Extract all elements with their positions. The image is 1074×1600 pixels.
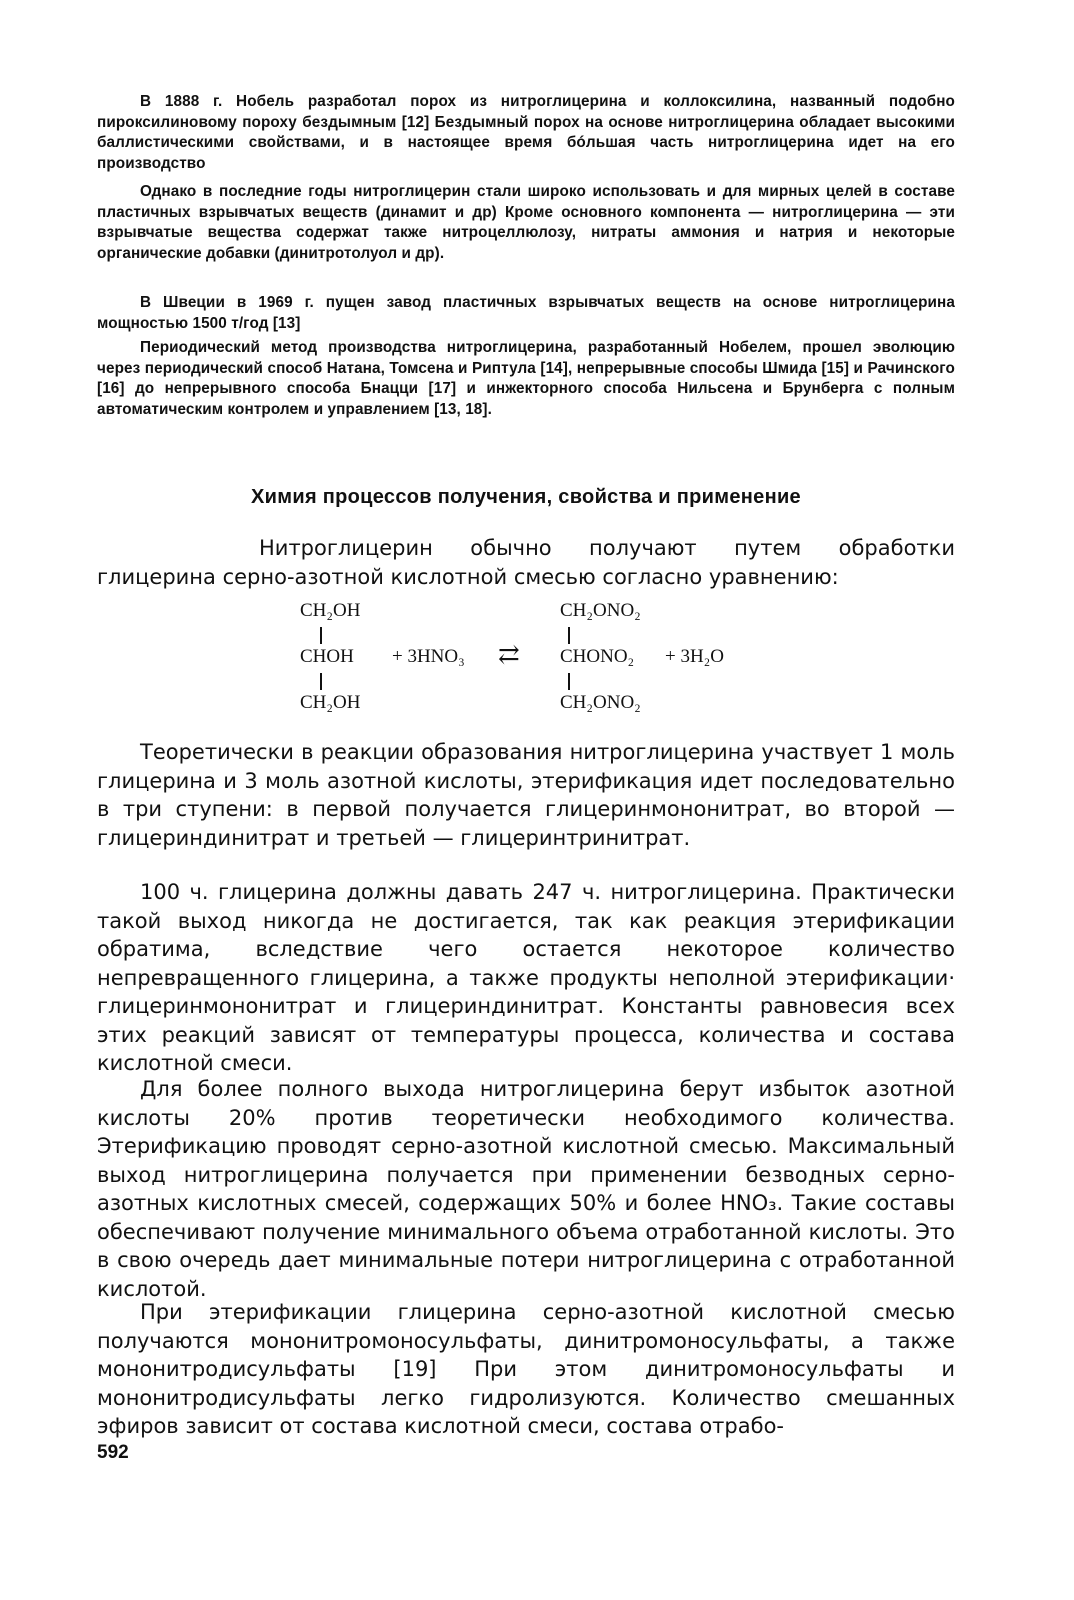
equilibrium-arrow-icon: ⇄ [498,640,520,669]
paragraph-excess-acid: Для более полного выхода нитроглицерина берут избыток азотной кислоты 20% против теоретически необходимого количества. Этерификацию проводят серно-азотной кислотной смесью. Максимальный выход нитроглицерина получается при применении безводных серно-азотных кислотных смесей, содержащих 50% и более HNO₃. Такие составы обеспечивают получение минимального объема отработанной кислоты. Это в свою очередь дает минимальные потери нитроглицерина с отработанной кислотой. [97,1077,955,1301]
paragraph-mixed-esters: При этерификации глицерина серно-азотной кислотной смесью получаются мононитромоносульфаты, динитромоносульфаты, а также мононитродисульфаты [19] При этом динитромоносульфаты и мононитродисульфаты легко гидролизуются. Количество смешанных эфиров зависит от состава кислотной смеси, состава отрабо- [97,1300,955,1438]
section-heading: Химия процессов получения, свойства и применение [251,486,801,508]
formula-left-bot: CH₂OH [300,692,361,713]
paragraph-theory: Теоретически в реакции образования нитроглицерина участвует 1 моль глицерина и 3 моль азотной кислоты, этерификация идет последовательно в три ступени: в первой получается глицеринмононитрат, во второй — глицериндинитрат и третьей — глицеринтринитрат. [97,740,955,850]
formula-right-mid: CHONO₂ [560,646,635,667]
bond-right-lower [568,673,570,690]
paragraph-sweden-plant: В Швеции в 1969 г. пущен завод пластичных взрывчатых веществ на основе нитроглицерина мощностью 1500 т/год [13] [97,294,955,332]
paragraph-intro: Нитроглицерин обычно получают путем обработки глицерина серно-азотной кислотной смесью согласно уравнению: [97,536,955,589]
reaction-equation [300,600,780,728]
formula-reagent: + 3HNO₃ [392,646,465,667]
paragraph-yield: 100 ч. глицерина должны давать 247 ч. нитроглицерина. Практически такой выход никогда не достигается, так как реакция этерификации обратима, вследствие чего остается некоторое количество непревращенного глицерина, а также продукты неполной этерификации· глицеринмононитрат и глицериндинитрат. Константы равновесия всех этих реакций зависят от температуры процесса, количества и состава кислотной смеси. [97,880,955,1075]
formula-right-top: CH₂ONO₂ [560,600,641,621]
formula-right-bot: CH₂ONO₂ [560,692,641,713]
page-number: 592 [97,1442,129,1463]
paragraph-nobel-1888: В 1888 г. Нобель разработал порох из нитроглицерина и коллоксилина, названный подобно пироксилиновому пороху бездымным [12] Бездымный порох на основе нитроглицерина обладает высокими баллистическими свойствами, и в настоящее время бóльшая часть нитроглицерина идет на его производство [97,93,955,172]
bond-right-upper [568,627,570,644]
formula-product: + 3H₂O [665,646,725,667]
formula-left-top: CH₂OH [300,600,361,621]
bond-left-lower [320,673,322,690]
bond-left-upper [320,627,322,644]
formula-left-mid: CHOH [300,646,354,667]
paragraph-periodic-method: Периодический метод производства нитроглицерина, разработанный Нобелем, прошел эволюцию через периодический способ Натана, Томсена и Риптула [14], непрерывные способы Шмида [15] и Рачинского [16] до непрерывного способа Бнацци [17] и инжекторного способа Нильсена и Брунберга с полным автоматическим контролем и управлением [13, 18]. [97,339,955,418]
paragraph-peaceful-use: Однако в последние годы нитроглицерин стали широко использовать и для мирных целей в составе пластичных взрывчатых веществ (динамит и др) Кроме основного компонента — нитроглицерина — эти взрывчатые вещества содержат также нитроцеллюлозу, нитраты аммония и натрия и некоторые органические добавки (динитротолуол и др). [97,183,955,262]
